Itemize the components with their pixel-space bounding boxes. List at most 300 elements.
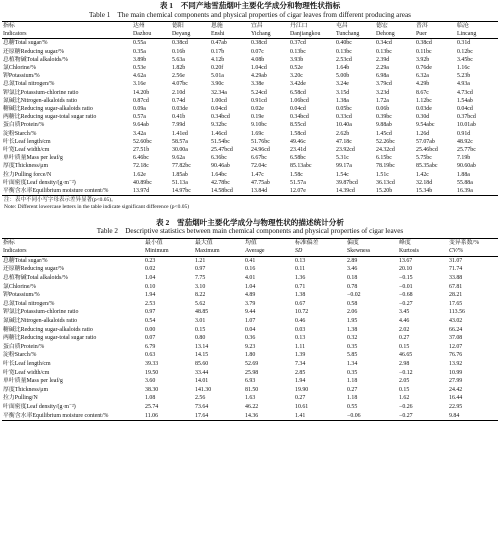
table-cell: 71.74 (449, 266, 463, 273)
table-row (2, 48, 498, 56)
row-label: 蛋白质Protein/% (3, 343, 45, 350)
table-cell: 0.02e (251, 106, 264, 113)
table-cell: 0.35 (347, 369, 358, 376)
table-cell: 99.17a (336, 163, 352, 170)
row-label: 厚度Thickness/μm (3, 163, 49, 170)
table-cell: 1.63 (245, 395, 256, 402)
table-cell: 1.80 (245, 352, 256, 359)
table-cell: 4.29ab (251, 73, 267, 80)
table-cell: 4.89 (245, 292, 256, 299)
table-cell: 3.20c (290, 73, 303, 80)
table-cell: 1.72a (376, 97, 389, 104)
table-row (2, 265, 498, 274)
table-cell: 32.34a (211, 89, 227, 96)
table-cell: 0.53e (133, 65, 146, 72)
table-cell: 9.62a (172, 155, 185, 162)
table-cell: 58.57a (172, 138, 188, 145)
row-label: 氮碱比Nitrogen-alkaloids ratio (3, 97, 78, 104)
row-label: 拉力Pulling force/N (3, 171, 52, 178)
column-header: CV/% (448, 247, 498, 256)
row-label: 叶长Leaf length/cm (3, 138, 51, 145)
table1-header-en (2, 30, 498, 39)
table-cell: 1.94 (145, 292, 156, 299)
table-cell: 2.05 (399, 378, 410, 385)
table-cell: 13.92 (449, 360, 463, 367)
table2-body (2, 256, 498, 420)
table-row (2, 360, 498, 369)
table-cell: 0.41 (245, 257, 256, 264)
table-cell: 39.87bcd (336, 179, 358, 186)
table-cell: 0.18 (347, 275, 358, 282)
table-cell: 1.00cd (211, 97, 227, 104)
table-cell: 6.93 (245, 378, 256, 385)
table-cell: 7.75 (195, 275, 206, 282)
column-header: 恩施 (210, 22, 250, 31)
table-cell: 25.98 (245, 369, 259, 376)
table-cell: 17.65 (449, 300, 463, 307)
table-cell: 0.40bc (336, 40, 352, 47)
table2-header-en (2, 247, 498, 256)
table-cell: 0.97 (195, 266, 206, 273)
table-cell: 3.79 (245, 300, 256, 307)
table-row (2, 138, 498, 146)
table-cell: 0.34cd (376, 40, 392, 47)
row-label: 叶宽Leaf width/cm (3, 369, 50, 376)
table-cell: 1.62e (133, 171, 146, 178)
table-row (2, 274, 498, 283)
table-cell: 4.07bc (172, 81, 188, 88)
table-cell: 12.07 (449, 343, 463, 350)
table-cell: 1.34 (347, 360, 358, 367)
table-cell: 10.40a (336, 122, 352, 129)
table-cell: 39.33 (145, 360, 159, 367)
table-cell: 1.26d (416, 130, 430, 137)
table-cell: 0.17b (211, 48, 225, 55)
table-cell: 13.84d (250, 187, 289, 196)
table-cell: 25.47bcd (211, 147, 233, 154)
table-cell: 2.29a (376, 65, 389, 72)
row-label: 两糖比Reducing sugar-total sugar ratio (3, 114, 97, 121)
column-header: Dazhou (132, 30, 171, 39)
row-label: 总糖Total sugar/% (3, 257, 48, 264)
table-cell: −0.15 (399, 275, 413, 282)
column-header: Yichang (250, 30, 289, 39)
table1-caption (0, 2, 500, 19)
table-cell: 57.07ab (416, 138, 435, 145)
table-row (2, 154, 498, 162)
table-cell: 15.20b (375, 187, 415, 196)
table-cell: 1.04 (245, 283, 256, 290)
row-label: 淀粉Starch/% (3, 352, 37, 359)
row-label: 平衡含水率Equilibrium moisture content/% (2, 412, 144, 421)
table-cell: 37.08 (449, 335, 463, 342)
table-cell: 1.45cd (376, 130, 392, 137)
table-row (2, 283, 498, 292)
table-cell: 0.27 (347, 386, 358, 393)
column-header: 偏度 (346, 238, 398, 247)
table-cell: 7.19b (457, 155, 471, 162)
column-header: 标准偏差 (294, 238, 346, 247)
table-cell: 0.91d (457, 130, 471, 137)
table-row (2, 64, 498, 72)
table-cell: 141.30 (195, 386, 212, 393)
table-row (2, 179, 498, 187)
table-cell: 0.19e (251, 114, 264, 121)
column-header: Maximum (194, 247, 244, 256)
table-cell: 0.27 (295, 395, 306, 402)
table-cell: 24.32cd (376, 147, 395, 154)
table-cell: 32.18d (416, 179, 433, 186)
table-cell: 1.64bc (211, 171, 227, 178)
table-cell: 27.51b (133, 147, 150, 154)
table-cell: 0.15 (399, 343, 410, 350)
table-cell: 1.11 (295, 343, 306, 350)
table-cell: 81.50 (245, 386, 259, 393)
table-cell: 33.88 (449, 275, 463, 282)
table-cell: 49.46c (290, 138, 306, 145)
table2-title-zh: 表 2 雪茄烟叶主要化学成分与物理性状的描述统计分析 (156, 217, 344, 227)
column-header: 最大值 (194, 238, 244, 247)
table2-title-en: Table 2 Descriptive statistics between main chemical components and physical properties of cigar leaves (96, 227, 404, 236)
table-cell: 0.78 (347, 283, 358, 290)
table-cell: 0.52e (290, 65, 303, 72)
table-cell: 1.94 (295, 378, 306, 385)
table-cell: 31.07 (449, 257, 463, 264)
table-cell: 0.13bc (290, 48, 306, 55)
table-cell: 1.64b (336, 65, 350, 72)
table-cell: 90.60ab (457, 163, 476, 170)
table-cell: 16.39a (456, 187, 498, 196)
row-label: 氯Chlorine/% (3, 65, 37, 72)
column-header: Indicators (2, 247, 144, 256)
table-cell: 1.42c (416, 171, 429, 178)
table-row (2, 187, 498, 196)
table-cell: 9.32bc (211, 122, 227, 129)
column-header: 指标 (2, 22, 132, 31)
table-cell: 85.60 (195, 360, 209, 367)
row-label: 单叶质量Mass per leaf/g (3, 378, 63, 385)
table-row (2, 113, 498, 121)
table-cell: 15.34b (415, 187, 456, 196)
column-header: Enshi (210, 30, 250, 39)
table-cell: 6.67bc (251, 155, 267, 162)
row-label: 总糖Total sugar/% (3, 40, 48, 47)
table-cell: 1.46cd (211, 130, 227, 137)
table-cell: 5.62 (195, 300, 206, 307)
table-cell: 1.51c (376, 171, 389, 178)
table-cell: 1.58c (290, 171, 303, 178)
row-label: 蛋白质Protein/% (3, 122, 45, 129)
table-cell: 10.01ab (457, 122, 476, 129)
table-cell: 1.69c (251, 130, 264, 137)
row-label: 两糖比Reducing sugar-total sugar ratio (3, 335, 97, 342)
table-cell: 1.54ab (457, 97, 473, 104)
row-label: 钾Potassium/% (3, 292, 40, 299)
table-cell: 10.61 (295, 403, 309, 410)
table-cell: 36.13cd (376, 179, 395, 186)
table-cell: 1.88a (457, 171, 470, 178)
table-cell: 51.57a (290, 179, 306, 186)
table-cell: 85.35abc (416, 163, 438, 170)
column-header: Dehong (375, 30, 415, 39)
table-cell: 0.07 (145, 335, 156, 342)
table-row (2, 403, 498, 412)
table-cell: 4.73cd (457, 89, 473, 96)
table-cell: 24.96cd (251, 147, 270, 154)
table-cell: −0.02 (347, 292, 361, 299)
table-cell: 0.87cd (133, 97, 149, 104)
table-row (2, 39, 498, 48)
table-row (2, 89, 498, 97)
table-cell: 3.42de (290, 81, 306, 88)
table-cell: 5.24cd (251, 89, 267, 96)
table-cell: 1.38 (347, 326, 358, 333)
table-cell: 73.64 (195, 403, 209, 410)
table-cell: 46.65 (399, 352, 413, 359)
column-header: Minimum (144, 247, 194, 256)
table-row (2, 171, 498, 179)
table-cell: 17.64 (194, 412, 244, 421)
table-cell: 0.36 (245, 335, 256, 342)
table1-note (4, 197, 496, 211)
table-cell: 51.76bc (251, 138, 270, 145)
table-cell: 0.76de (416, 65, 432, 72)
table-row (2, 146, 498, 154)
table-row (2, 121, 498, 129)
table-cell: 1.07 (245, 318, 256, 325)
table-cell: −0.27 (398, 412, 448, 421)
table-cell: 3.45 (399, 309, 410, 316)
table-cell: 0.74d (172, 97, 186, 104)
row-label: 总植物碱Total alkaloids/% (3, 275, 68, 282)
table-cell: 0.39bc (376, 114, 392, 121)
table1-title-zh: 表 1 不同产地雪茄烟叶主要化学成分和物理性状指标 (159, 1, 341, 10)
table-row (2, 394, 498, 403)
table-cell: 9.88ab (376, 122, 392, 129)
table-cell: 1.21 (195, 257, 206, 264)
column-header: 屯昌 (335, 22, 375, 31)
column-header: 德阳 (171, 22, 210, 31)
table-cell: 0.09a (133, 106, 146, 113)
table-cell: 1.82b (172, 65, 186, 72)
table-cell: 76.76 (449, 352, 463, 359)
table-cell: 3.93b (290, 56, 304, 63)
table-cell: 1.47c (251, 171, 264, 178)
table-cell: 1.62 (399, 395, 410, 402)
table-cell: 14.97bc (171, 187, 210, 196)
table-cell: 1.95 (347, 318, 358, 325)
table-cell: 1.36 (295, 275, 306, 282)
table-cell: 3.10 (195, 283, 206, 290)
table-cell: 2.06 (347, 309, 358, 316)
table-cell: 85.13abc (290, 163, 312, 170)
table-cell: 20.10 (399, 266, 413, 273)
table-cell: 6.36bc (211, 155, 227, 162)
table-cell: 46.22 (245, 403, 259, 410)
table-cell: 16.44 (449, 395, 463, 402)
table-cell: 14.01 (195, 378, 209, 385)
table-cell: 47.75ab (251, 179, 270, 186)
table-cell: 9.10bc (251, 122, 267, 129)
table-row (2, 351, 498, 360)
table-cell: 4.01 (245, 275, 256, 282)
table-cell: 14.20b (133, 89, 150, 96)
table-cell: 2.53 (145, 300, 156, 307)
table-cell: 1.58cd (290, 130, 306, 137)
row-label: 单叶质量Mass per leaf/g (3, 155, 63, 162)
column-header: 德宏 (375, 22, 415, 31)
table-cell: 40.89bc (133, 179, 152, 186)
column-header: 均值 (244, 238, 294, 247)
table-cell: 2.89 (347, 257, 358, 264)
table-row (2, 80, 498, 88)
table-cell: 1.18 (347, 378, 358, 385)
table-cell: 23.41d (290, 147, 307, 154)
table-cell: 7.34 (295, 360, 306, 367)
row-label: 总植物碱Total alkaloids/% (3, 56, 68, 63)
table-cell: 0.03de (172, 106, 188, 113)
row-label: 平衡含水率Equilibrium moisture content/% (2, 187, 132, 196)
table-cell: 0.46 (295, 318, 306, 325)
table-cell: 2.85 (295, 369, 306, 376)
table-cell: 3.38e (251, 81, 264, 88)
table-cell: 25.77bc (457, 147, 476, 154)
column-header: Deyang (171, 30, 210, 39)
table-cell: 3.23d (376, 89, 390, 96)
table-cell: 9.44 (245, 309, 256, 316)
table-cell: 52.60bc (133, 138, 152, 145)
column-header: 峰度 (398, 238, 448, 247)
table-cell: 6.79 (145, 343, 156, 350)
table-cell: 0.41b (172, 114, 186, 121)
column-header: 最小值 (144, 238, 194, 247)
table-cell: 2.53cd (336, 56, 352, 63)
table-cell: 1.16c (457, 65, 470, 72)
table-cell: 0.16b (172, 48, 186, 55)
table-cell: 4.29b (416, 81, 430, 88)
table-cell: 8.22 (195, 292, 206, 299)
table-cell: 0.15 (399, 386, 410, 393)
table-cell: 0.30d (416, 114, 430, 121)
table-row (2, 162, 498, 170)
table-cell: 2.39d (376, 56, 390, 63)
table-row (2, 386, 498, 395)
column-header: 普洱 (415, 22, 456, 31)
table-cell: 2.62b (336, 130, 350, 137)
table-cell: 19.90 (295, 386, 309, 393)
table-cell: −0.12 (399, 369, 413, 376)
table-cell: 8.67c (416, 89, 429, 96)
table-cell: 51.54bc (211, 138, 230, 145)
table-cell: 30.00a (172, 147, 188, 154)
table-row (2, 343, 498, 352)
column-header: Skewness (346, 247, 398, 256)
table-cell: 0.34bcd (211, 114, 230, 121)
table-cell: 4.93a (457, 81, 470, 88)
table-cell: 72.04c (251, 163, 267, 170)
table-cell: 51.13a (172, 179, 188, 186)
table-row (2, 105, 498, 113)
table-cell: 6.58bc (290, 155, 306, 162)
table-cell: 2.98 (399, 360, 410, 367)
table-cell: 0.03 (295, 326, 306, 333)
table-cell: 0.04cd (290, 106, 306, 113)
table-cell: 9.23 (245, 343, 256, 350)
table-row (2, 291, 498, 300)
table-cell: 3.45bc (457, 56, 473, 63)
table-cell: 5.85 (347, 352, 358, 359)
table-cell: 0.31d (457, 40, 471, 47)
column-header: 指标 (2, 238, 144, 247)
column-header: 临沧 (456, 22, 498, 31)
table-cell: 5.00b (336, 73, 350, 80)
table-cell: 10.99 (449, 369, 463, 376)
table-cell: 2.02 (399, 326, 410, 333)
table-cell: 3.15d (336, 89, 350, 96)
table-cell: 25.74 (145, 403, 159, 410)
table-cell: 0.32 (347, 335, 358, 342)
table-cell: 3.16e (133, 81, 146, 88)
table-cell: 55.88a (457, 179, 473, 186)
table-cell: 6.98a (376, 73, 389, 80)
table-cell: 5.01a (211, 73, 224, 80)
table-cell: 0.05bc (336, 106, 352, 113)
table-cell: 0.58 (347, 300, 358, 307)
table-cell: 0.67 (295, 300, 306, 307)
table-cell: 4.12b (211, 56, 225, 63)
table-cell: 25.46bcd (416, 147, 438, 154)
row-label: 钾氯比Potassium-chlorine ratio (3, 309, 79, 316)
table-cell: 5.23b (457, 73, 471, 80)
table-row (2, 377, 498, 386)
table-cell: 0.13bc (376, 48, 392, 55)
table-cell: −0.01 (399, 283, 413, 290)
table-cell: 28.21 (449, 292, 463, 299)
table-cell: 1.54c (336, 171, 349, 178)
table-cell: 1.12bc (416, 97, 432, 104)
column-header: 宜昌 (250, 22, 289, 31)
table-row (2, 317, 498, 326)
table-cell: 11.06 (144, 412, 194, 421)
table-cell: 0.04 (245, 326, 256, 333)
table-cell: 14.39cd (335, 187, 375, 196)
row-label: 糖碱比Reducing sugar-alkaloids ratio (3, 106, 93, 113)
table-cell: 5.63a (172, 56, 185, 63)
table-cell: 3.42a (133, 130, 146, 137)
table-cell: 42.78bc (211, 179, 230, 186)
row-label: 氮碱比Nitrogen-alkaloids ratio (3, 318, 78, 325)
table1-note-en: Note: Different lowercase letters in the table indicate significant difference (p<0.05) (4, 204, 190, 211)
table-row (2, 97, 498, 105)
table-cell: 13.97d (132, 187, 171, 196)
table-cell: 1.38 (295, 292, 306, 299)
table-row (2, 326, 498, 335)
column-header: 达州 (132, 22, 171, 31)
table-cell: 77.82bc (172, 163, 191, 170)
table-cell: 0.38cd (251, 40, 267, 47)
table-cell: 6.15bc (376, 155, 392, 162)
table-cell: 33.44 (195, 369, 209, 376)
table-row (2, 308, 498, 317)
table-cell: 1.85ab (172, 171, 188, 178)
table-cell: 9.84 (448, 412, 498, 421)
row-label: 叶面密度Leaf density/(g·m⁻²) (3, 403, 76, 410)
table-row (2, 369, 498, 378)
table-cell: 2.10d (172, 89, 186, 96)
table-cell: 0.80 (195, 335, 206, 342)
table-cell: 78.19bc (376, 163, 395, 170)
table-cell: 113.56 (449, 309, 465, 316)
